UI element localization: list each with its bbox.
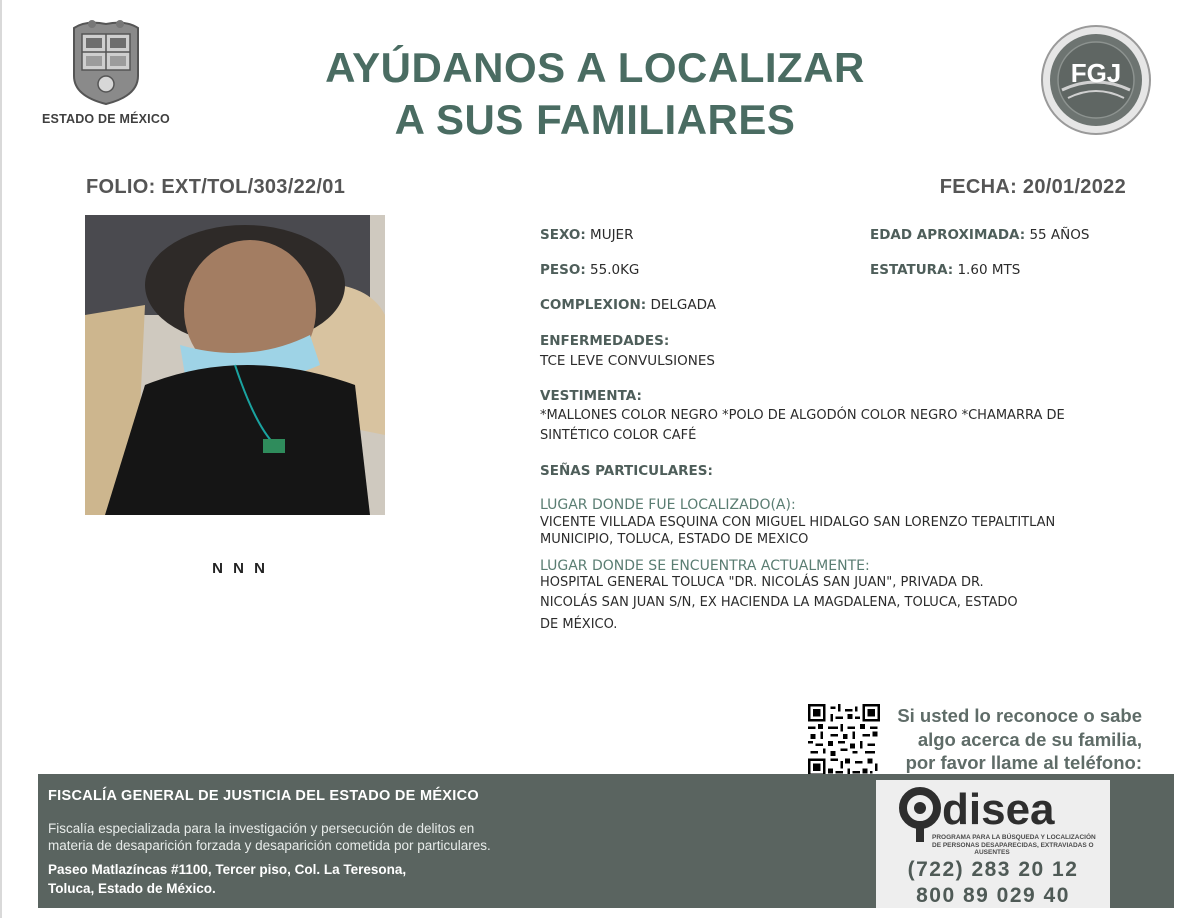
peso-label: PESO:: [540, 262, 586, 278]
peso-value: 55.0KG: [590, 262, 640, 278]
callout-line-1: Si usted lo reconoce o sabe: [897, 705, 1142, 726]
odisea-program-line-2: DE PERSONAS DESAPARECIDAS, EXTRAVIADAS O: [932, 841, 1094, 849]
coat-of-arms-icon: [66, 18, 146, 106]
edad-label: EDAD APROXIMADA:: [870, 227, 1026, 243]
odisea-program-line-3: AUSENTES: [974, 849, 1010, 856]
vestimenta-section: [540, 386, 1100, 446]
vestimenta-label: VESTIMENTA:: [540, 388, 642, 404]
sexo-label: SEXO:: [540, 227, 586, 243]
vestimenta-line-2: SINTÉTICO COLOR CAFÉ: [540, 428, 697, 443]
estatura-row: [870, 262, 1020, 278]
qr-code-icon: [808, 704, 880, 776]
sexo-value: MUJER: [590, 227, 634, 243]
enfermedades-label: ENFERMEDADES:: [540, 333, 670, 349]
page-edge: [0, 0, 2, 918]
footer: [38, 774, 1174, 908]
edad-row: [870, 227, 1089, 243]
lugar-actual-line-1: HOSPITAL GENERAL TOLUCA "DR. NICOLÁS SAN JUAN", PRIVADA DR.: [540, 575, 984, 590]
complexion-label: COMPLEXION:: [540, 297, 647, 313]
lugar-localizado-section: [540, 497, 1100, 548]
complexion-row: [540, 297, 716, 313]
lugar-localizado-line-1: VICENTE VILLADA ESQUINA CON MIGUEL HIDALGO SAN LORENZO TEPALTITLAN: [540, 515, 1056, 530]
folio: FOLIO: EXT/TOL/303/22/01: [86, 176, 346, 198]
lugar-actual-line-3: DE MÉXICO.: [540, 617, 618, 632]
estatura-value: 1.60 MTS: [957, 262, 1021, 278]
phone-number-2: 800 89 029 40: [916, 884, 1070, 907]
footer-description-line-1: Fiscalía especializada para la investigación y persecución de delitos en: [48, 821, 475, 836]
odisea-program-line-1: PROGRAMA PARA LA BÚSQUEDA Y LOCALIZACIÓN: [932, 834, 1096, 841]
vestimenta-line-1: *MALLONES COLOR NEGRO *POLO DE ALGODÓN COLOR NEGRO *CHAMARRA DE: [540, 408, 1065, 423]
title-line-1: AYÚDANOS A LOCALIZAR: [325, 44, 865, 91]
lugar-localizado-line-2: MUNICIPIO, TOLUCA, ESTADO DE MEXICO: [540, 532, 809, 547]
footer-address: [48, 860, 648, 898]
lugar-actual-section: [540, 558, 1100, 636]
peso-row: [540, 262, 639, 278]
footer-description: [48, 820, 648, 854]
edad-value: 55 AÑOS: [1029, 227, 1090, 243]
phone-number-1: (722) 283 20 12: [907, 858, 1079, 881]
lugar-actual-label: LUGAR DONDE SE ENCUENTRA ACTUALMENTE:: [540, 558, 870, 574]
title-line-2: A SUS FAMILIARES: [394, 96, 796, 143]
fgj-badge-text: FGJ: [1070, 58, 1122, 88]
footer-title: FISCALÍA GENERAL DE JUSTICIA DEL ESTADO DE MÉXICO: [48, 788, 479, 804]
estatura-label: ESTATURA:: [870, 262, 954, 278]
odisea-program: [932, 834, 1104, 857]
footer-address-line-1: Paseo Matlazíncas #1100, Tercer piso, Col. La Teresona,: [48, 862, 407, 877]
odisea-panel: [876, 780, 1110, 908]
callout-line-3: por favor llame al teléfono:: [905, 752, 1142, 773]
person-photo-illustration: [85, 215, 385, 515]
sexo-row: [540, 227, 633, 243]
callout-text: [884, 704, 1142, 775]
enfermedades-section: [540, 331, 1100, 371]
state-label: ESTADO DE MÉXICO: [42, 112, 170, 126]
fgj-seal-icon: [1040, 24, 1152, 136]
lugar-actual-line-2: NICOLÁS SAN JUAN S/N, EX HACIENDA LA MAGDALENA, TOLUCA, ESTADO: [540, 595, 1018, 610]
lugar-localizado-label: LUGAR DONDE FUE LOCALIZADO(A):: [540, 497, 796, 513]
footer-description-line-2: materia de desaparición forzada y desaparición cometida por particulares.: [48, 838, 491, 853]
person-name: N N N: [212, 560, 268, 577]
callout-line-2: algo acerca de su familia,: [917, 728, 1142, 750]
odisea-brand: disea: [942, 785, 1055, 834]
person-photo: [85, 215, 385, 515]
fecha: FECHA: 20/01/2022: [939, 176, 1126, 198]
enfermedades-value: TCE LEVE CONVULSIONES: [540, 353, 715, 369]
complexion-value: DELGADA: [650, 297, 716, 313]
estado-de-mexico-logo: [40, 18, 172, 126]
page-title: [300, 42, 890, 146]
senas-label: SEÑAS PARTICULARES:: [540, 463, 713, 479]
senas-section: [540, 461, 1100, 481]
footer-address-line-2: Toluca, Estado de México.: [48, 881, 216, 896]
